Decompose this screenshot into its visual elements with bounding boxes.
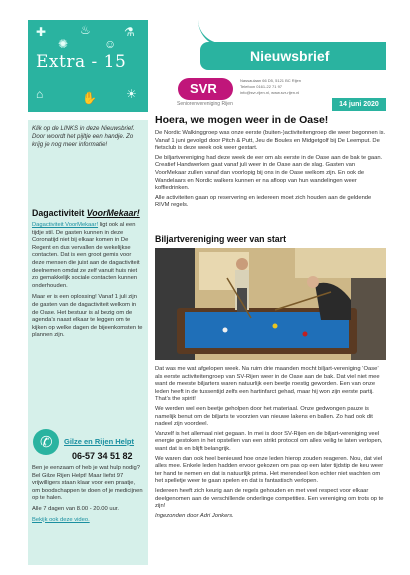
logo-subtitle: Seniorenvereniging Rijen [177, 101, 233, 107]
paragraph: We werden wel een beetje geholpen door het materiaal. Onze gedwongen pauze is namelijk benut om de biljarts te voorzien van nieuwe lakens en ballen. Zo had ook dit nadeel zijn voordeel. [155, 405, 373, 428]
extra-badge [28, 20, 148, 112]
gilze-text [32, 465, 144, 527]
extra-title: Extra - 15 [36, 52, 127, 72]
newsletter-title: Nieuwsbrief [250, 48, 330, 64]
intro-text: Klik op de LINKS in deze Nieuwsbrief. Door woordt het pijltje een handje. Zo krijg je nog meer informatie! [32, 125, 135, 149]
virus-icon: ✺ [58, 37, 69, 51]
newsletter-banner [200, 42, 386, 70]
contact-line: Telefoon 0161-22 71 97 [240, 84, 283, 89]
hands-icon: ♨ [80, 23, 91, 37]
dagactiviteit-text [32, 222, 144, 344]
svr-logo [178, 78, 233, 100]
dag-title-em: VoorMekaar! [86, 208, 140, 218]
contact-info [240, 78, 301, 96]
helpline-phone: 06-57 34 51 82 [72, 451, 133, 461]
dagactiviteit-link[interactable]: Dagactiviteit VoorMekaar! [32, 222, 99, 228]
issue-date: 14 juni 2020 [332, 98, 386, 111]
paragraph: De Nordic Walkinggroep was onze eerste (buiten-)activiteitengroep die weer begonnen is. Vanaf 1 juni gevolgd door Pitch & Putt, Jeu de Boules en Midgetgolf bij De Leemput. De fietsclub is deze week ook weer gestart. [155, 130, 386, 152]
author-credit: Ingezonden door Adri Jonkers. [155, 512, 234, 519]
paragraph: Dat was me wat afgelopen week. Na ruim drie maanden mocht biljart-vereniging ‘Oase’ als eerste activiteitengroep van SV-Rijen weer in de Oase aan de bak. Dat viel niet mee want de meeste biljarters waren natuurlijk een beetje roestig geworden. Een van onze leden heeft in de tussentijd zelfs een hartinfarct gehad, maar hij won zijn eerste partij. That’s the spirit! [155, 366, 380, 403]
handshake-icon: ✋ [82, 91, 97, 105]
bottle-icon: ⚗ [124, 25, 135, 39]
gilze-rijen-helpt-link[interactable]: Gilze en Rijen Helpt [64, 437, 135, 446]
article-intro [155, 130, 387, 212]
gilze-paragraph-2: Alle 7 dagen van 8.00 - 20.00 uur. [32, 505, 120, 512]
logo-text: SVR [190, 81, 217, 96]
billiards-article [155, 366, 387, 522]
contact-line: info@svr-rijen.nl, www.svr-rijen.nl [240, 90, 300, 95]
dag-paragraph-1: ligt ook al een tijdje stil. De gasten kunnen in deze Coronatijd niet bij elkaar komen in De Regent en dus vervallen de wekelijkse contacten. Dat is een groot gemis voor deze mensen die juist aan de dagactiviteit deelnemen omdat ze zelf vanuit huis niet zo gemakkelijk sociale contacten kunnen onderhouden. [32, 222, 140, 289]
paragraph: Alle activiteiten gaan op reservering en iedereen moet zich houden aan de geldende RIVM regels. [155, 194, 372, 209]
video-link[interactable]: Bekijk ook deze video. [32, 516, 90, 523]
billiards-illustration [155, 248, 386, 360]
article-heading: Hoera, we mogen weer in de Oase! [155, 114, 329, 126]
mask-icon: ✚ [36, 25, 47, 39]
house-icon: ⌂ [36, 87, 44, 101]
contact-line: Nassaulaan 66 D5, 5121 BC Rijen [240, 78, 301, 83]
paragraph: De biljartvereniging had deze week de eer om als eerste in de Oase aan de bak te gaan. Creatief Handwerken gaat vanaf juli weer in de Oase aan de slag. Gasten van VoorMekaar zullen vanaf dan voorlopig bij ons in de Oase welkom zijn. En ook de Wandelaars en Nordic walkers kunnen er na afloop van hun wandelingen weer koffiedrinken. [155, 154, 383, 192]
paragraph: Vanzelf is het allemaal niet gegaan. In mei is door SV-Rijen en de biljart-vereniging veel energie gestoken in het opstellen van een strikt protocol om alles veilig te laten verlopen, want dat is en blijft belangrijk. [155, 430, 383, 452]
person-icon: ☺ [104, 37, 117, 51]
billiards-photo [155, 248, 386, 360]
dagactiviteit-title [32, 208, 140, 218]
dag-paragraph-2: Maar er is een oplossing! Vanaf 1 juli zijn de gasten van de dagactiviteit welkom in de Oase. Het bestuur is al bezig om de agenda’s naast elkaar te leggen om te kijken op welke dagen de bijeenkomsten te plannen zijn. [32, 294, 143, 339]
billiards-heading: Biljartvereniging weer van start [155, 234, 287, 244]
paragraph: Iedereen heeft zich keurig aan de regels gehouden en met veel respect voor elkaar deelgenomen aan de verschillende onderlinge competities. Een vereniging om trots op te zijn! [155, 487, 384, 510]
phone-icon: ✆ [33, 429, 59, 455]
sun-icon: ☀ [126, 87, 137, 101]
gilze-paragraph-1: Ben je eenzaam of heb je wat hulp nodig? Bel Gilze Rijen Helpt! Maar liefst 97 vrijwilligers staan klaar voor een praatje, om boodschappen te doen of je medicijnen op te halen. [32, 465, 143, 502]
dag-title-prefix: Dagactiviteit [32, 208, 87, 218]
paragraph: We waren dan ook heel benieuwd hoe onze leden hierop zouden reageren. Nou, dat viel alles mee. Enkele leden hadden ervoor gekozen om pas op een later tijdstip de keu weer ter hand te nemen en dat is natuurlijk prima. Het merendeel kon echter niet wachten om het spelletje weer te gaan spelen en dat is fantastisch verlopen. [155, 455, 384, 485]
